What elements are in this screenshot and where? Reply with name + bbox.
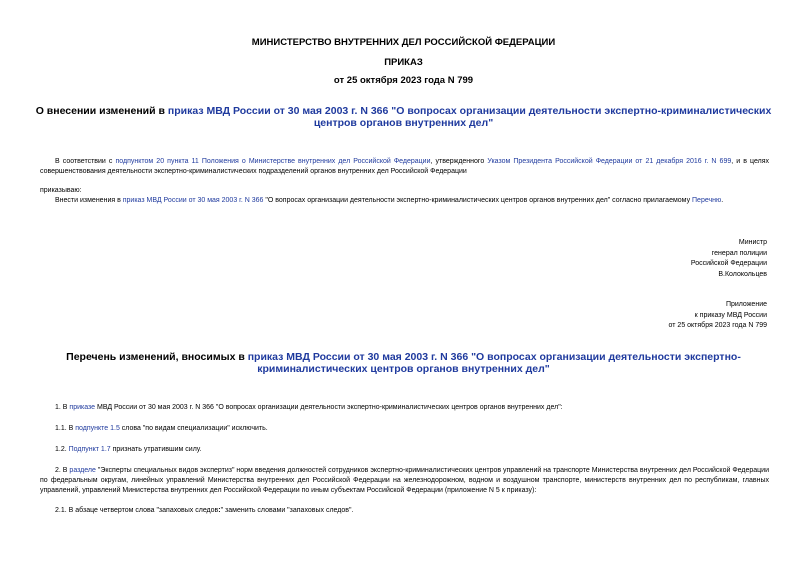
appendix-block [669, 300, 767, 332]
order-paragraph [40, 196, 769, 206]
appendix-line-1: Приложение [725, 301, 767, 308]
item-2-1 [40, 506, 769, 516]
ministry-heading: МИНИСТЕРСТВО ВНУТРЕННИХ ДЕЛ РОССИЙСКОЙ ФЕДЕРАЦИИ [251, 37, 556, 48]
item-2-text-2: "Эксперты специальных видов экспертиз" норм введения должностей сотрудников экспертно-криминалистических центров управлений на транспорте Министерства внутренних дел Российской Федерации по федеральным округам, линейных управлений Министерства внутренних дел Российской Федерации на железнодорожном, водном и воздушном транспорте, министерств внутренних дел по республикам, главных управлений, управлений Министерства внутренних дел Российской Федерации по иным субъектам Российской Федерации (приложение N 5 к приказу): [40, 467, 769, 494]
item-1-1-text-2: слова "по видам специализации" исключить. [119, 425, 268, 432]
item-1-2-link[interactable]: Подпункт 1.7 [68, 446, 111, 453]
preamble-link-decree[interactable]: Указом Президента Российской Федерации от 21 декабря 2016 г. N 699 [487, 158, 732, 165]
preamble-text-2: , утвержденного [430, 158, 488, 165]
list-title-link[interactable]: приказ МВД России от 30 мая 2003 г. N 366 "О вопросах организации деятельности экспертно-криминалистических центров органов внутренних дел" [247, 351, 741, 375]
preamble-paragraph [40, 157, 769, 177]
signature-line-3: Российской Федерации [690, 260, 767, 267]
title-text: О внесении изменений в [35, 105, 168, 117]
item-1-2-text-2: признать утратившим силу. [110, 446, 202, 453]
signature-line-1: Министр [738, 239, 767, 246]
item-2-link[interactable]: разделе [69, 467, 96, 474]
date-number-heading: от 25 октября 2023 года N 799 [333, 75, 474, 86]
signature-line-2: генерал полиции [711, 249, 767, 257]
item-2-1-text-3: " заменить словами "запаховых следов". [220, 507, 354, 514]
preamble-text-3: , и в целях совершенствования деятельности экспертно-криминалистических подразделений органов внутренних дел Российской Федерации [40, 158, 770, 175]
appendix-line-3: от 25 октября 2023 года N 799 [668, 322, 767, 329]
item-2-1-colon: : [218, 507, 221, 514]
order-text-1: Внести изменения в [55, 197, 123, 204]
order-text-2: "О вопросах организации деятельности экспертно-криминалистических центров органов внутренних дел" согласно прилагаемому [263, 197, 693, 204]
item-1-text-1: 1. В [55, 404, 70, 411]
order-text-3: . [721, 197, 724, 204]
list-title-text: Перечень изменений, вносимых в [66, 351, 248, 363]
order-word: приказываю: [40, 187, 82, 194]
item-1-link[interactable]: приказе [69, 404, 96, 411]
appendix-line-2: к приказу МВД России [694, 311, 767, 319]
order-link-order366[interactable]: приказ МВД России от 30 мая 2003 г. N 366 [122, 197, 264, 204]
item-1-text-2: МВД России от 30 мая 2003 г. N 366 "О вопросах организации деятельности экспертно-криминалистических центров органов внутренних дел": [95, 404, 563, 411]
item-1-2 [40, 445, 769, 455]
order-link-list[interactable]: Перечню [692, 197, 722, 204]
document-title [0, 105, 807, 129]
preamble-link-regulation[interactable]: подпунктом 20 пункта 11 Положения о Министерстве внутренних дел Российской Федерации [115, 158, 431, 165]
item-2-1-text-1: 2.1. В абзаце четвертом слова "запаховых следов [55, 507, 219, 514]
item-1-1 [40, 424, 769, 434]
list-title [0, 351, 807, 375]
signature-block [691, 238, 767, 280]
signature-line-4: В.Колокольцев [718, 270, 767, 278]
title-link[interactable]: приказ МВД России от 30 мая 2003 г. N 366 "О вопросах организации деятельности экспертно-криминалистических центров органов внутренних дел" [167, 105, 772, 129]
doc-type-heading: ПРИКАЗ [384, 57, 423, 68]
item-1-2-text-1: 1.2. [55, 446, 69, 453]
item-2 [40, 466, 769, 496]
item-1 [40, 403, 769, 413]
preamble-text-1: В соответствии с [55, 158, 116, 165]
item-1-1-link[interactable]: подпункте 1.5 [75, 425, 120, 432]
item-2-text-1: 2. В [55, 467, 70, 474]
item-1-1-text-1: 1.1. В [55, 425, 76, 432]
